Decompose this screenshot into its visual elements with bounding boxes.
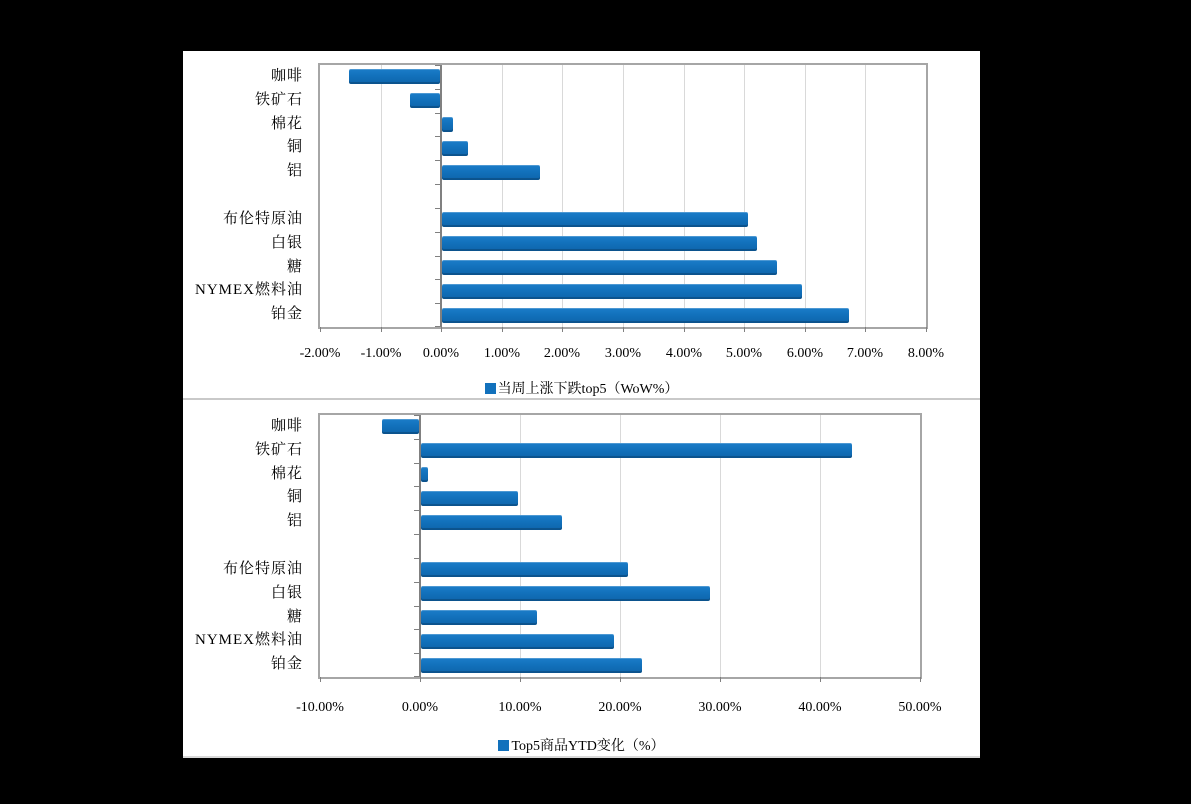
value-axis-label: 3.00% (604, 346, 642, 361)
legend-swatch-icon (485, 383, 496, 394)
value-axis-tick (920, 677, 921, 682)
wow-value-axis (183, 51, 980, 398)
charts-panel (183, 51, 980, 756)
category-label: 棉花 (270, 116, 303, 132)
category-label: 铝 (286, 513, 303, 529)
category-label: 铂金 (270, 306, 303, 322)
value-axis-label: 0.00% (422, 346, 460, 361)
wow-legend-label: 当周上涨下跌top5（WoW%） (497, 382, 679, 397)
value-axis-tick (805, 327, 806, 332)
category-label: 糖 (286, 609, 303, 625)
value-axis-label: 1.00% (483, 346, 521, 361)
value-axis-tick (502, 327, 503, 332)
value-axis-tick (420, 677, 421, 682)
category-label: 咖啡 (270, 418, 303, 434)
value-axis-label: -10.00% (296, 700, 344, 715)
value-axis-label: 8.00% (907, 346, 945, 361)
category-label: 铁矿石 (254, 442, 303, 458)
category-label: 布伦特原油 (222, 561, 303, 577)
category-label: 咖啡 (270, 68, 303, 84)
wow-top5-bar-chart (183, 51, 980, 398)
value-axis-label: 2.00% (543, 346, 581, 361)
value-axis-label: 30.00% (698, 700, 742, 715)
value-axis-label: 5.00% (725, 346, 763, 361)
value-axis-label: 4.00% (665, 346, 703, 361)
category-label: 糖 (286, 259, 303, 275)
value-axis-label: 20.00% (598, 700, 642, 715)
category-label: 白银 (270, 235, 303, 251)
category-label: 铁矿石 (254, 92, 303, 108)
value-axis-label: 40.00% (798, 700, 842, 715)
value-axis-tick (441, 327, 442, 332)
category-label: 布伦特原油 (222, 211, 303, 227)
value-axis-label: -2.00% (299, 346, 341, 361)
category-label: 铜 (286, 489, 303, 505)
ytd-chart-legend (183, 735, 980, 755)
category-label: 白银 (270, 585, 303, 601)
value-axis-label: -1.00% (360, 346, 402, 361)
value-axis-label: 10.00% (498, 700, 542, 715)
value-axis-tick (820, 677, 821, 682)
value-axis-tick (320, 677, 321, 682)
category-label: 铜 (286, 139, 303, 155)
value-axis-tick (320, 327, 321, 332)
value-axis-label: 50.00% (898, 700, 942, 715)
wow-chart-legend (183, 378, 980, 398)
legend-swatch-icon (498, 740, 509, 751)
value-axis-tick (926, 327, 927, 332)
value-axis-tick (562, 327, 563, 332)
category-label: 铂金 (270, 656, 303, 672)
value-axis-label: 7.00% (846, 346, 884, 361)
ytd-top5-bar-chart (183, 400, 980, 758)
value-axis-tick (520, 677, 521, 682)
category-label: 棉花 (270, 466, 303, 482)
value-axis-tick (381, 327, 382, 332)
ytd-value-axis (183, 400, 980, 756)
ytd-legend-label: Top5商品YTD变化（%） (511, 739, 665, 754)
value-axis-tick (684, 327, 685, 332)
value-axis-tick (744, 327, 745, 332)
category-label: NYMEX燃料油 (195, 632, 303, 648)
category-label: NYMEX燃料油 (195, 282, 303, 298)
value-axis-tick (865, 327, 866, 332)
value-axis-tick (620, 677, 621, 682)
value-axis-tick (623, 327, 624, 332)
category-label: 铝 (286, 163, 303, 179)
value-axis-tick (720, 677, 721, 682)
value-axis-label: 6.00% (786, 346, 824, 361)
value-axis-label: 0.00% (401, 700, 439, 715)
